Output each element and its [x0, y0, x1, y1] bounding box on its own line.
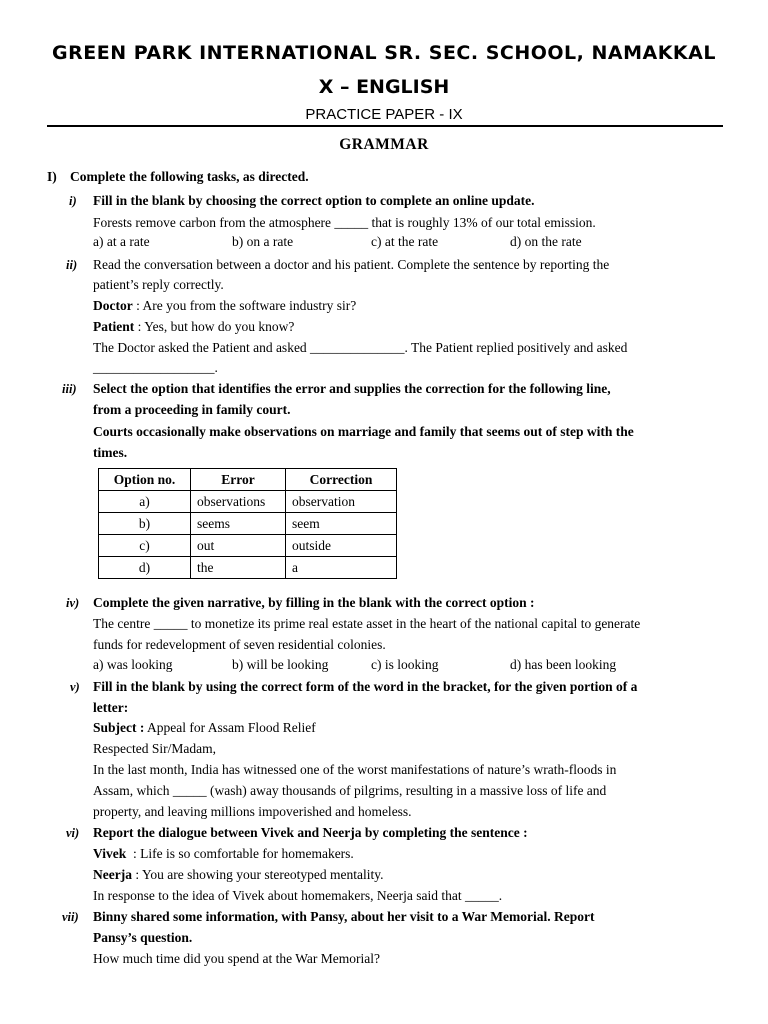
- header-correction: Correction: [286, 469, 397, 491]
- patient-label: Patient: [93, 319, 135, 334]
- vivek-text: : Life is so comfortable for homemakers.: [126, 846, 354, 861]
- q5-salutation: Respected Sir/Madam,: [93, 741, 216, 756]
- header-option-no: Option no.: [99, 469, 191, 491]
- q2-answer-line1: The Doctor asked the Patient and asked ______________. The Patient replied positively and asked: [93, 340, 628, 355]
- q4-text-line1: The centre _____ to monetize its prime real estate asset in the heart of the national capital to generate: [93, 616, 641, 631]
- q6-prompt: Report the dialogue between Vivek and Neerja by completing the sentence :: [93, 825, 528, 840]
- q2-doctor-line: [93, 297, 356, 315]
- table-row: [99, 535, 397, 557]
- q5-body-line3: property, and leaving millions impoverished and homeless.: [93, 804, 412, 819]
- q7-prompt-line1: Binny shared some information, with Pansy, about her visit to a War Memorial. Report: [93, 909, 595, 924]
- q5-body-line2: Assam, which _____ (wash) away thousands of pilgrims, resulting in a massive loss of life and: [93, 783, 607, 798]
- subject-text: Appeal for Assam Flood Relief: [144, 720, 316, 735]
- q1-option-a: a) at a rate: [93, 234, 150, 249]
- q1-text: Forests remove carbon from the atmosphere _____ that is roughly 13% of our total emission.: [93, 215, 596, 230]
- doctor-text: : Are you from the software industry sir?: [132, 298, 357, 313]
- q5-prompt-line1: Fill in the blank by using the correct form of the word in the bracket, for the given portion of a: [93, 679, 638, 694]
- q4-option-c: c) is looking: [371, 657, 439, 672]
- paper-title: PRACTICE PAPER - IX: [305, 106, 463, 123]
- q1-number: i): [69, 194, 77, 208]
- q3-prompt-line1: Select the option that identifies the error and supplies the correction for the following line,: [93, 381, 611, 396]
- q4-number: iv): [66, 596, 80, 610]
- cell-option: c): [99, 535, 191, 557]
- q3-number: iii): [62, 382, 77, 396]
- patient-text: : Yes, but how do you know?: [134, 319, 295, 334]
- cell-error: the: [191, 557, 286, 579]
- cell-option: a): [99, 491, 191, 513]
- q6-number: vi): [66, 826, 80, 840]
- q4-option-d: d) has been looking: [510, 657, 617, 672]
- table-row: [99, 513, 397, 535]
- q6-answer: In response to the idea of Vivek about homemakers, Neerja said that _____.: [93, 888, 503, 903]
- neerja-text: : You are showing your stereotyped mentality.: [131, 867, 384, 882]
- q4-prompt: Complete the given narrative, by filling in the blank with the correct option :: [93, 595, 535, 610]
- q3-prompt-line2: from a proceeding in family court.: [93, 402, 291, 417]
- cell-error: out: [191, 535, 286, 557]
- q2-prompt-line2: patient’s reply correctly.: [93, 277, 224, 292]
- q1-prompt: Fill in the blank by choosing the correct option to complete an online update.: [93, 193, 535, 208]
- table-header-row: [99, 469, 397, 491]
- cell-correction: a: [286, 557, 397, 579]
- q2-prompt-line1: Read the conversation between a doctor and his patient. Complete the sentence by reporting the: [93, 257, 610, 272]
- cell-correction: seem: [286, 513, 397, 535]
- q4-option-b: b) will be looking: [232, 657, 329, 672]
- q5-prompt-line2: letter:: [93, 700, 129, 715]
- header-divider: [47, 125, 723, 127]
- subject-label: Subject :: [93, 720, 145, 735]
- doctor-label: Doctor: [93, 298, 133, 313]
- q5-body-line1: In the last month, India has witnessed one of the worst manifestations of nature’s wrath-floods in: [93, 762, 617, 777]
- q7-text: How much time did you spend at the War Memorial?: [93, 951, 380, 966]
- cell-correction: observation: [286, 491, 397, 513]
- q1-option-b: b) on a rate: [232, 234, 294, 249]
- q4-option-a: a) was looking: [93, 657, 173, 672]
- cell-error: seems: [191, 513, 286, 535]
- part-label: I): [47, 169, 57, 184]
- table-row: [99, 557, 397, 579]
- q6-neerja-line: [93, 866, 383, 884]
- neerja-label: Neerja: [93, 867, 132, 882]
- cell-option: b): [99, 513, 191, 535]
- q7-number: vii): [62, 910, 79, 924]
- q2-number: ii): [66, 258, 78, 272]
- q5-subject-line: [93, 719, 316, 737]
- school-name: GREEN PARK INTERNATIONAL SR. SEC. SCHOOL, NAMAKKAL: [52, 42, 716, 64]
- cell-option: d): [99, 557, 191, 579]
- q2-answer-line2: __________________.: [93, 360, 218, 375]
- part-instruction: Complete the following tasks, as directed.: [70, 169, 309, 184]
- q7-prompt-line2: Pansy’s question.: [93, 930, 193, 945]
- q3-text-line2: times.: [93, 445, 128, 460]
- table-row: [99, 491, 397, 513]
- error-correction-table: [98, 468, 397, 579]
- section-title: GRAMMAR: [339, 136, 429, 153]
- vivek-label: Vivek: [93, 846, 127, 861]
- q2-patient-line: [93, 318, 294, 336]
- q1-option-d: d) on the rate: [510, 234, 582, 249]
- cell-correction: outside: [286, 535, 397, 557]
- q4-text-line2: funds for redevelopment of seven residential colonies.: [93, 637, 386, 652]
- cell-error: observations: [191, 491, 286, 513]
- q5-number: v): [70, 680, 80, 694]
- q6-vivek-line: [93, 845, 354, 863]
- q3-text-line1: Courts occasionally make observations on marriage and family that seems out of step with the: [93, 424, 634, 439]
- header-error: Error: [191, 469, 286, 491]
- q1-option-c: c) at the rate: [371, 234, 439, 249]
- subject-title: X – ENGLISH: [318, 76, 450, 98]
